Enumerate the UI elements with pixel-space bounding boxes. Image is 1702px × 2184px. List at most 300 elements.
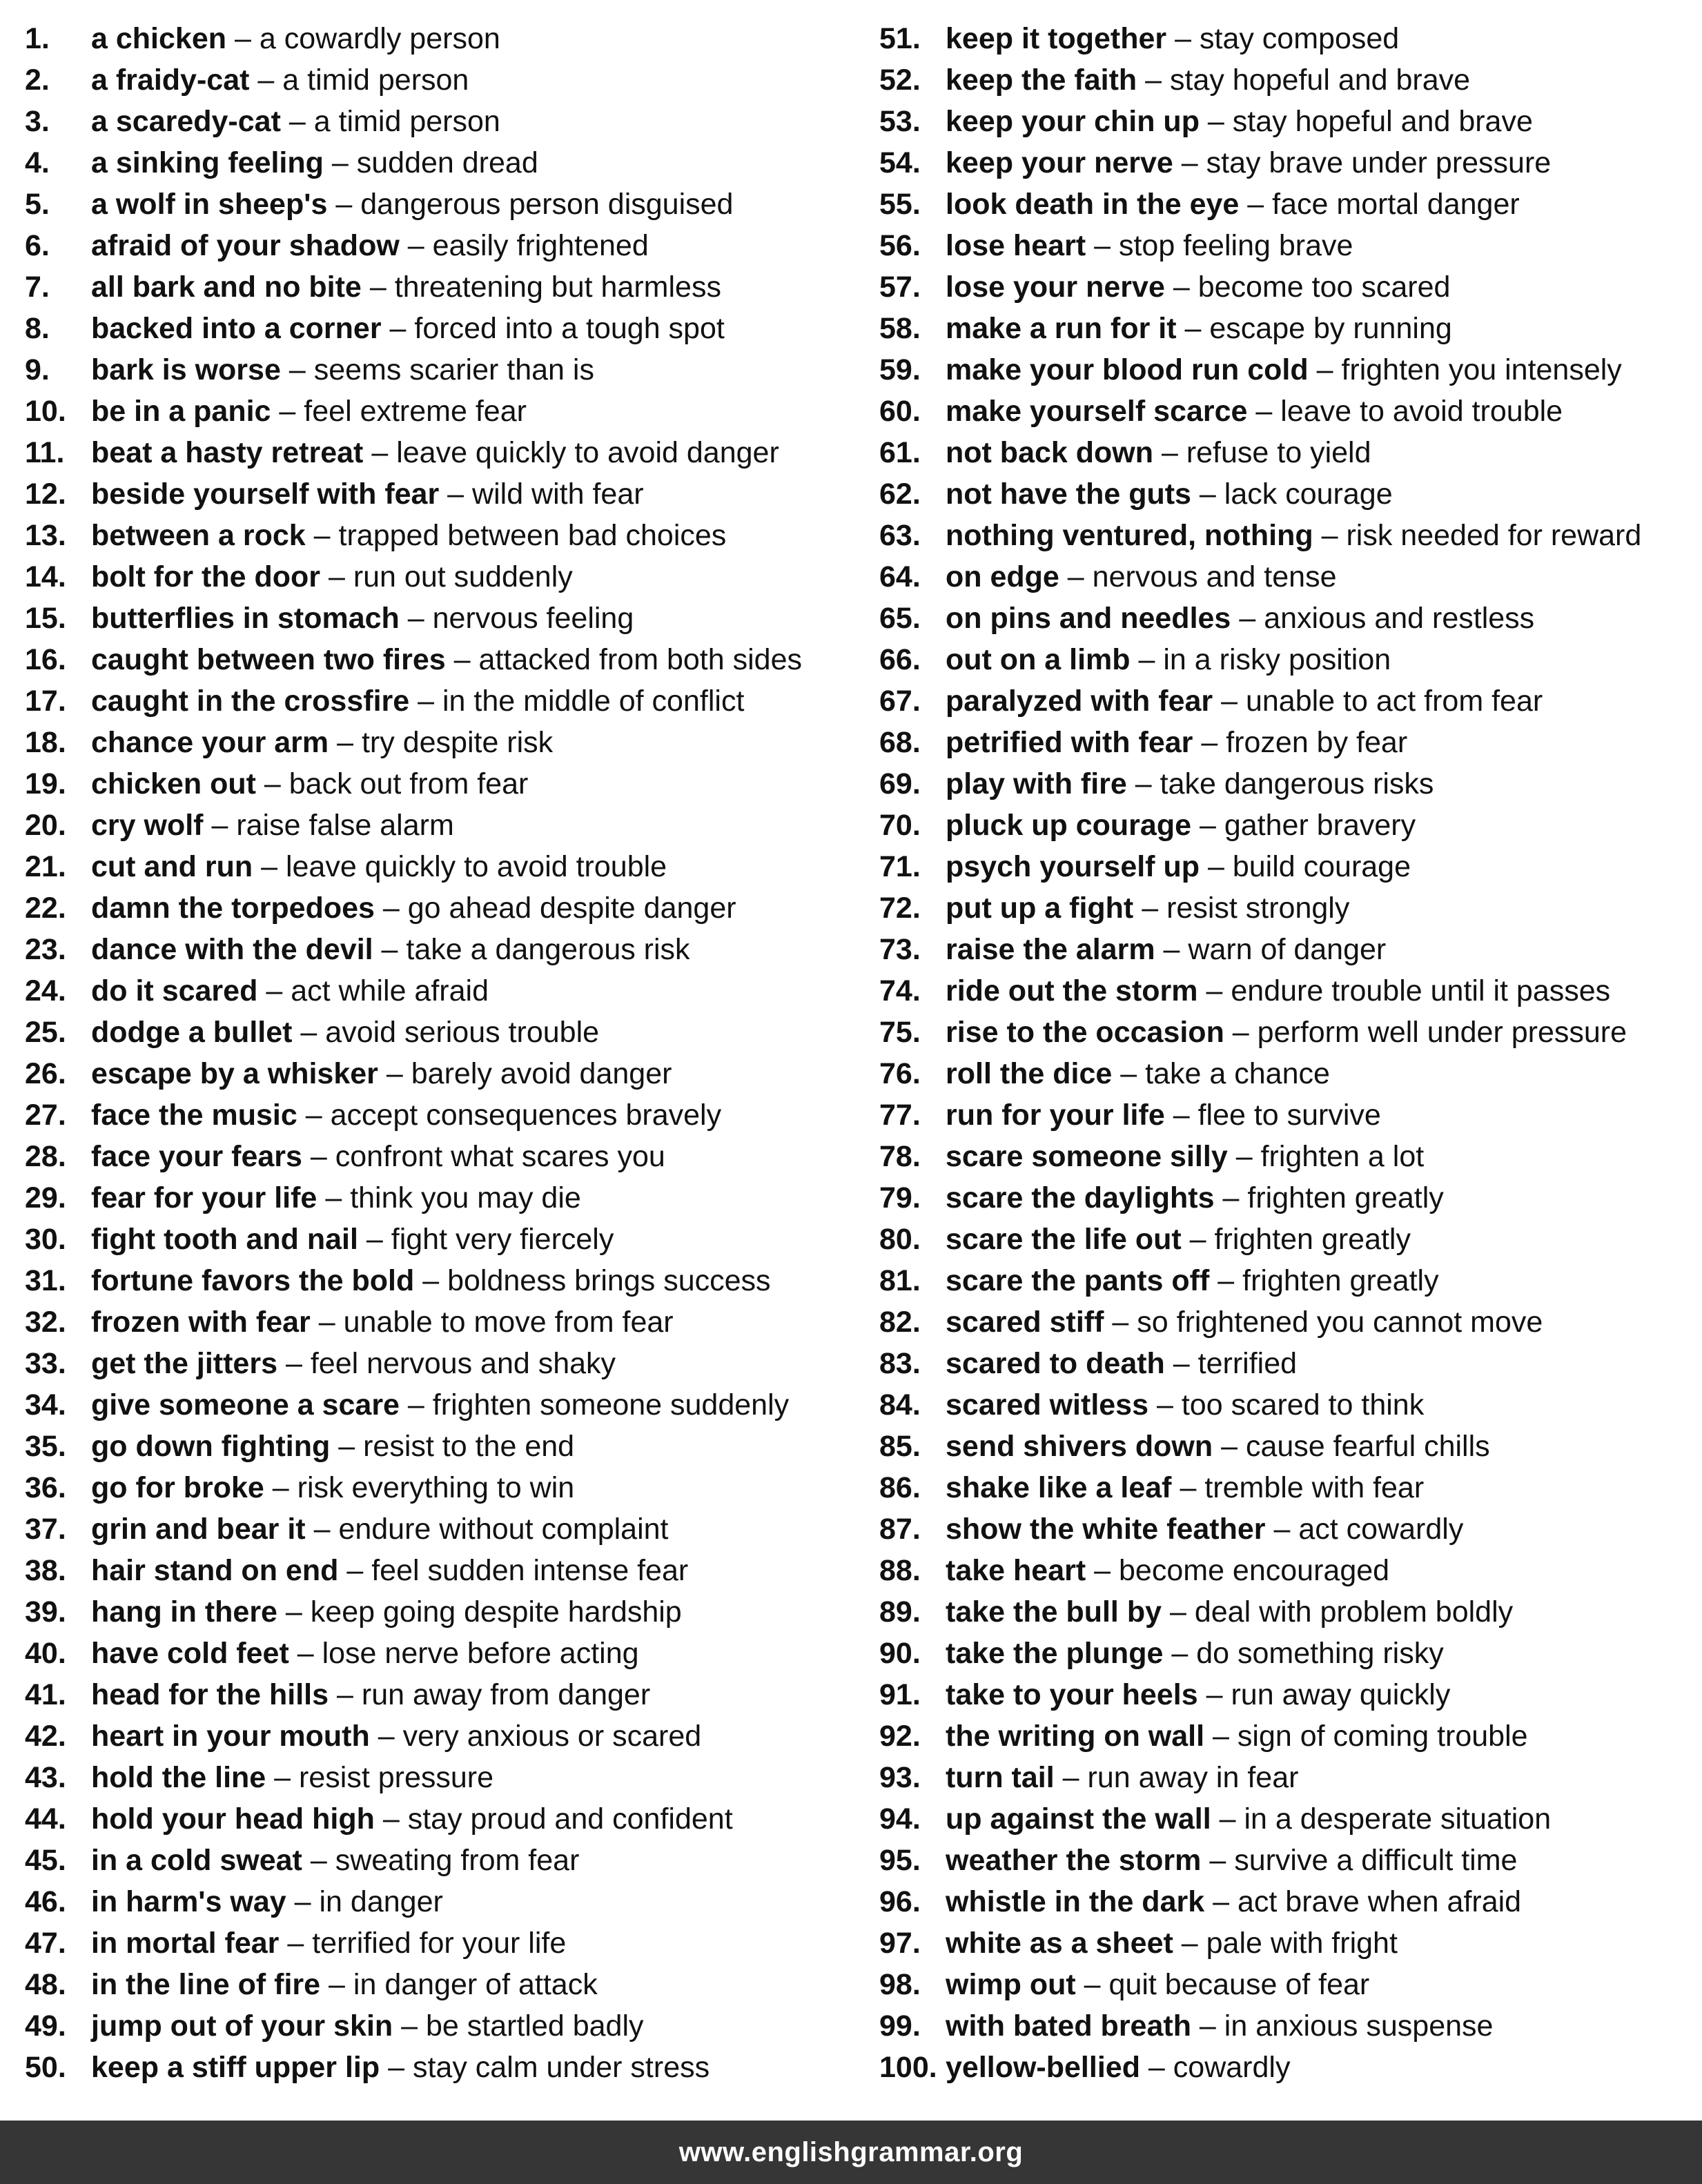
idiom-entry: [25, 59, 846, 101]
entry-separator: –: [337, 726, 354, 759]
entry-separator: –: [1189, 1223, 1206, 1256]
idiom-meaning: in danger of attack: [353, 1968, 598, 2001]
idiom-meaning: frighten greatly: [1242, 1264, 1439, 1297]
idiom-entry: [879, 1426, 1694, 1467]
idiom-phrase: shake like a leaf: [946, 1471, 1172, 1504]
idiom-phrase: keep your chin up: [946, 105, 1200, 138]
idiom-meaning: resist to the end: [363, 1430, 575, 1463]
idiom-entry: [25, 1053, 846, 1094]
idiom-meaning: boldness brings success: [447, 1264, 771, 1297]
entry-number: 62.: [879, 478, 921, 511]
entry-number: 13.: [25, 519, 66, 552]
idiom-entry: [879, 639, 1694, 680]
idiom-phrase: send shivers down: [946, 1430, 1213, 1463]
entry-number: 1.: [25, 22, 50, 55]
idiom-meaning: leave to avoid trouble: [1280, 395, 1563, 428]
idiom-phrase: make a run for it: [946, 312, 1177, 345]
idiom-meaning: fight very fiercely: [391, 1223, 614, 1256]
idiom-meaning: sign of coming trouble: [1237, 1720, 1528, 1753]
entry-number: 17.: [25, 685, 66, 718]
idiom-entry: [25, 1219, 846, 1260]
entry-separator: –: [1207, 105, 1224, 138]
entry-number: 65.: [879, 602, 921, 635]
idiom-entry: [25, 1674, 846, 1715]
idiom-phrase: in mortal fear: [91, 1927, 280, 1960]
idiom-entry: [879, 101, 1694, 142]
idiom-phrase: pluck up courage: [946, 809, 1192, 842]
idiom-meaning: resist pressure: [299, 1761, 494, 1794]
entry-number: 24.: [25, 974, 66, 1007]
entry-number: 16.: [25, 643, 66, 676]
idiom-entry: [879, 1591, 1694, 1633]
idiom-phrase: psych yourself up: [946, 850, 1200, 883]
entry-number: 41.: [25, 1678, 66, 1711]
idiom-entry: [879, 1922, 1694, 1964]
idiom-meaning: become too scared: [1197, 270, 1451, 304]
idiom-phrase: caught in the crossfire: [91, 685, 410, 718]
idiom-phrase: make yourself scarce: [946, 395, 1248, 428]
entry-separator: –: [1112, 1306, 1129, 1339]
idiom-entry: [879, 225, 1694, 266]
entry-separator: –: [1199, 809, 1216, 842]
idiom-phrase: fear for your life: [91, 1181, 317, 1214]
idiom-phrase: do it scared: [91, 974, 258, 1007]
entry-number: 73.: [879, 933, 921, 966]
idiom-phrase: hold the line: [91, 1761, 266, 1794]
idiom-meaning: risk needed for reward: [1346, 519, 1642, 552]
idiom-entry: [25, 1840, 846, 1881]
entry-separator: –: [338, 1430, 355, 1463]
entry-number: 81.: [879, 1264, 921, 1297]
idiom-entry: [879, 1177, 1694, 1219]
idiom-phrase: caught between two fires: [91, 643, 446, 676]
entry-number: 93.: [879, 1761, 921, 1794]
idiom-meaning: warn of danger: [1188, 933, 1387, 966]
idiom-entry: [25, 1301, 846, 1343]
idiom-phrase: weather the storm: [946, 1844, 1202, 1877]
idiom-entry: [25, 266, 846, 308]
idiom-phrase: bolt for the door: [91, 560, 320, 593]
idiom-entry: [879, 556, 1694, 598]
idiom-entry: [25, 1177, 846, 1219]
entry-number: 59.: [879, 353, 921, 386]
idiom-phrase: white as a sheet: [946, 1927, 1173, 1960]
entry-number: 76.: [879, 1057, 921, 1090]
entry-number: 78.: [879, 1140, 921, 1173]
entry-number: 20.: [25, 809, 66, 842]
entry-separator: –: [310, 1140, 327, 1173]
entry-number: 88.: [879, 1554, 921, 1587]
idiom-phrase: bark is worse: [91, 353, 281, 386]
entry-number: 57.: [879, 270, 921, 304]
idiom-phrase: scare someone silly: [946, 1140, 1228, 1173]
idiom-phrase: take the bull by: [946, 1595, 1162, 1629]
entry-separator: –: [1062, 1761, 1079, 1794]
entry-separator: –: [378, 1720, 395, 1753]
entry-number: 4.: [25, 146, 50, 179]
entry-number: 33.: [25, 1347, 66, 1380]
entry-number: 97.: [879, 1927, 921, 1960]
entry-separator: –: [274, 1761, 291, 1794]
idiom-list: [0, 18, 1702, 2088]
idiom-entry: [25, 556, 846, 598]
entry-separator: –: [1173, 270, 1190, 304]
entry-number: 67.: [879, 685, 921, 718]
entry-separator: –: [313, 519, 331, 552]
entry-number: 37.: [25, 1513, 66, 1546]
idiom-meaning: frighten a lot: [1260, 1140, 1425, 1173]
entry-separator: –: [285, 1595, 302, 1629]
entry-separator: –: [1094, 229, 1111, 262]
idiom-entry: [25, 391, 846, 432]
idiom-meaning: keep going despite hardship: [310, 1595, 682, 1629]
entry-number: 75.: [879, 1016, 921, 1049]
entry-number: 69.: [879, 767, 921, 800]
idiom-phrase: butterflies in stomach: [91, 602, 400, 635]
idiom-meaning: sudden dread: [356, 146, 538, 179]
idiom-meaning: take a dangerous risk: [406, 933, 690, 966]
entry-separator: –: [1273, 1513, 1291, 1546]
entry-number: 39.: [25, 1595, 66, 1629]
idiom-entry: [25, 1467, 846, 1508]
idiom-phrase: hang in there: [91, 1595, 277, 1629]
entry-separator: –: [1184, 312, 1202, 345]
entry-number: 50.: [25, 2051, 66, 2084]
entry-number: 55.: [879, 188, 921, 221]
idiom-entry: [879, 929, 1694, 970]
idiom-phrase: heart in your mouth: [91, 1720, 370, 1753]
idiom-meaning: be startled badly: [426, 2009, 644, 2043]
entry-number: 30.: [25, 1223, 66, 1256]
entry-separator: –: [1206, 974, 1223, 1007]
idiom-entry: [25, 598, 846, 639]
idiom-entry: [25, 349, 846, 391]
idiom-phrase: yellow-bellied: [946, 2051, 1140, 2084]
idiom-phrase: hold your head high: [91, 1802, 375, 1836]
idiom-meaning: easily frightened: [432, 229, 649, 262]
idiom-entry: [25, 225, 846, 266]
idiom-phrase: get the jitters: [91, 1347, 277, 1380]
entry-separator: –: [1213, 1885, 1230, 1918]
idiom-phrase: scared to death: [946, 1347, 1165, 1380]
entry-number: 38.: [25, 1554, 66, 1587]
idiom-entry: [879, 722, 1694, 763]
idiom-entry: [879, 1840, 1694, 1881]
idiom-meaning: anxious and restless: [1264, 602, 1535, 635]
idiom-meaning: resist strongly: [1166, 892, 1350, 925]
idiom-entry: [879, 184, 1694, 225]
entry-separator: –: [1199, 2009, 1216, 2043]
entry-number: 48.: [25, 1968, 66, 2001]
idiom-entry: [879, 1384, 1694, 1426]
entry-number: 92.: [879, 1720, 921, 1753]
entry-number: 26.: [25, 1057, 66, 1090]
entry-number: 34.: [25, 1388, 66, 1421]
idiom-phrase: petrified with fear: [946, 726, 1193, 759]
idiom-meaning: stay composed: [1200, 22, 1400, 55]
idiom-entry: [25, 1136, 846, 1177]
idiom-phrase: not have the guts: [946, 478, 1191, 511]
entry-number: 6.: [25, 229, 50, 262]
idiom-phrase: paralyzed with fear: [946, 685, 1213, 718]
entry-separator: –: [1199, 478, 1216, 511]
entry-separator: –: [1171, 1637, 1189, 1670]
entry-separator: –: [264, 767, 281, 800]
idiom-meaning: feel nervous and shaky: [310, 1347, 616, 1380]
idiom-meaning: flee to survive: [1197, 1099, 1381, 1132]
idiom-meaning: nervous and tense: [1092, 560, 1337, 593]
idiom-phrase: lose heart: [946, 229, 1086, 262]
entry-separator: –: [331, 146, 349, 179]
idiom-phrase: rise to the occasion: [946, 1016, 1224, 1049]
idiom-meaning: take dangerous risks: [1160, 767, 1434, 800]
idiom-meaning: quit because of fear: [1108, 1968, 1370, 2001]
idiom-phrase: all bark and no bite: [91, 270, 362, 304]
entry-number: 9.: [25, 353, 50, 386]
idiom-phrase: in harm's way: [91, 1885, 286, 1918]
idiom-meaning: endure without complaint: [338, 1513, 669, 1546]
idiom-meaning: stay hopeful and brave: [1170, 63, 1471, 97]
idiom-meaning: in a desperate situation: [1244, 1802, 1552, 1836]
idiom-phrase: jump out of your skin: [91, 2009, 393, 2043]
idiom-entry: [879, 1343, 1694, 1384]
idiom-phrase: whistle in the dark: [946, 1885, 1205, 1918]
idiom-meaning: terrified: [1197, 1347, 1298, 1380]
entry-separator: –: [1221, 1430, 1238, 1463]
idiom-phrase: in a cold sweat: [91, 1844, 302, 1877]
entry-separator: –: [1181, 146, 1198, 179]
idiom-phrase: scare the life out: [946, 1223, 1182, 1256]
idiom-entry: [25, 846, 846, 887]
entry-separator: –: [1161, 436, 1178, 469]
idiom-phrase: escape by a whisker: [91, 1057, 378, 1090]
idiom-entry: [879, 1964, 1694, 2005]
entry-separator: –: [386, 1057, 403, 1090]
idiom-entry: [879, 1136, 1694, 1177]
entry-number: 27.: [25, 1099, 66, 1132]
idiom-meaning: a timid person: [313, 105, 500, 138]
idiom-meaning: endure trouble until it passes: [1231, 974, 1611, 1007]
entry-separator: –: [447, 478, 464, 511]
idiom-entry: [25, 1964, 846, 2005]
entry-separator: –: [1235, 1140, 1253, 1173]
idiom-phrase: beside yourself with fear: [91, 478, 440, 511]
idiom-entry: [25, 1922, 846, 1964]
entry-separator: –: [266, 974, 283, 1007]
idiom-phrase: raise the alarm: [946, 933, 1155, 966]
idiom-meaning: refuse to yield: [1186, 436, 1371, 469]
idiom-entry: [879, 763, 1694, 805]
idiom-meaning: act cowardly: [1298, 1513, 1464, 1546]
idiom-phrase: chance your arm: [91, 726, 329, 759]
idiom-meaning: run out suddenly: [353, 560, 573, 593]
idiom-entry: [879, 1012, 1694, 1053]
idiom-meaning: very anxious or scared: [402, 1720, 702, 1753]
entry-number: 42.: [25, 1720, 66, 1753]
entry-number: 87.: [879, 1513, 921, 1546]
entry-separator: –: [371, 436, 389, 469]
idiom-entry: [879, 142, 1694, 184]
idiom-meaning: leave quickly to avoid danger: [396, 436, 779, 469]
idiom-phrase: take heart: [946, 1554, 1086, 1587]
idiom-entry: [879, 266, 1694, 308]
idiom-entry: [25, 1260, 846, 1301]
idiom-phrase: on pins and needles: [946, 602, 1231, 635]
entry-separator: –: [1222, 1181, 1240, 1214]
entry-separator: –: [297, 1637, 314, 1670]
idiom-phrase: take the plunge: [946, 1637, 1164, 1670]
idiom-entry: [879, 1467, 1694, 1508]
idiom-phrase: face your fears: [91, 1140, 302, 1173]
entry-number: 7.: [25, 270, 50, 304]
idiom-phrase: on edge: [946, 560, 1059, 593]
entry-number: 40.: [25, 1637, 66, 1670]
entry-number: 91.: [879, 1678, 921, 1711]
entry-number: 58.: [879, 312, 921, 345]
entry-separator: –: [318, 1306, 335, 1339]
idiom-phrase: with bated breath: [946, 2009, 1191, 2043]
idiom-phrase: chicken out: [91, 767, 256, 800]
idiom-meaning: trapped between bad choices: [338, 519, 727, 552]
idiom-meaning: lack courage: [1224, 478, 1393, 511]
entry-number: 98.: [879, 1968, 921, 2001]
entry-separator: –: [328, 560, 345, 593]
entry-number: 14.: [25, 560, 66, 593]
entry-number: 71.: [879, 850, 921, 883]
idiom-entry: [879, 473, 1694, 515]
entry-number: 83.: [879, 1347, 921, 1380]
idiom-entry: [879, 1508, 1694, 1550]
idiom-entry: [25, 1343, 846, 1384]
entry-separator: –: [388, 2051, 405, 2084]
idiom-phrase: turn tail: [946, 1761, 1055, 1794]
idiom-meaning: accept consequences bravely: [330, 1099, 722, 1132]
entry-number: 82.: [879, 1306, 921, 1339]
idiom-meaning: in anxious suspense: [1224, 2009, 1494, 2043]
idiom-phrase: a fraidy-cat: [91, 63, 250, 97]
idiom-phrase: wimp out: [946, 1968, 1076, 2001]
idiom-meaning: unable to move from fear: [343, 1306, 674, 1339]
entry-separator: –: [1213, 1720, 1229, 1753]
entry-number: 3.: [25, 105, 50, 138]
idiom-meaning: frozen by fear: [1226, 726, 1408, 759]
entry-separator: –: [234, 22, 251, 55]
idiom-entry: [25, 1508, 846, 1550]
idiom-entry: [25, 1633, 846, 1674]
idiom-meaning: confront what scares you: [335, 1140, 665, 1173]
idiom-phrase: roll the dice: [946, 1057, 1113, 1090]
entry-number: 35.: [25, 1430, 66, 1463]
idiom-meaning: deal with problem boldly: [1194, 1595, 1514, 1629]
entry-separator: –: [1169, 1595, 1186, 1629]
idiom-entry: [25, 1384, 846, 1426]
entry-separator: –: [261, 850, 277, 883]
idiom-meaning: try despite risk: [361, 726, 554, 759]
idiom-entry: [879, 1881, 1694, 1922]
idiom-entry: [879, 680, 1694, 722]
idiom-meaning: unable to act from fear: [1245, 685, 1543, 718]
entry-separator: –: [313, 1513, 331, 1546]
entry-number: 96.: [879, 1885, 921, 1918]
idiom-entry: [25, 1757, 846, 1798]
entry-number: 8.: [25, 312, 50, 345]
idiom-meaning: stay proud and confident: [407, 1802, 733, 1836]
idiom-meaning: go ahead despite danger: [407, 892, 736, 925]
idiom-entry: [879, 970, 1694, 1012]
entry-number: 23.: [25, 933, 66, 966]
idiom-phrase: a wolf in sheep's: [91, 188, 328, 221]
idiom-phrase: fight tooth and nail: [91, 1223, 358, 1256]
idiom-entry: [879, 846, 1694, 887]
idiom-meaning: in the middle of conflict: [442, 685, 745, 718]
entry-separator: –: [1209, 1844, 1226, 1877]
idiom-phrase: in the line of fire: [91, 1968, 321, 2001]
footer-url[interactable]: www.englishgrammar.org: [678, 2136, 1024, 2167]
idiom-entry: [879, 805, 1694, 846]
entry-number: 52.: [879, 63, 921, 97]
idiom-meaning: feel sudden intense fear: [371, 1554, 689, 1587]
entry-separator: –: [1135, 767, 1152, 800]
entry-separator: –: [1156, 1388, 1173, 1421]
entry-number: 11.: [25, 436, 65, 469]
idiom-meaning: survive a difficult time: [1234, 1844, 1518, 1877]
idiom-entry: [25, 1094, 846, 1136]
idiom-entry: [25, 639, 846, 680]
entry-number: 28.: [25, 1140, 66, 1173]
entry-number: 99.: [879, 2009, 921, 2043]
idiom-phrase: a sinking feeling: [91, 146, 324, 179]
entry-separator: –: [257, 63, 275, 97]
idiom-entry: [25, 722, 846, 763]
idiom-meaning: do something risky: [1196, 1637, 1444, 1670]
entry-number: 19.: [25, 767, 66, 800]
entry-number: 94.: [879, 1802, 921, 1836]
idiom-entry: [25, 929, 846, 970]
idiom-entry: [879, 1260, 1694, 1301]
entry-separator: –: [1219, 1802, 1236, 1836]
idiom-phrase: give someone a scare: [91, 1388, 400, 1421]
entry-separator: –: [329, 1968, 345, 2001]
entry-separator: –: [279, 395, 296, 428]
entry-separator: –: [337, 1678, 353, 1711]
idiom-phrase: make your blood run cold: [946, 353, 1309, 386]
entry-separator: –: [369, 270, 387, 304]
entry-number: 80.: [879, 1223, 921, 1256]
idiom-phrase: up against the wall: [946, 1802, 1211, 1836]
idiom-meaning: dangerous person disguised: [360, 188, 734, 221]
idiom-phrase: keep your nerve: [946, 146, 1173, 179]
entry-separator: –: [1084, 1968, 1101, 2001]
idiom-phrase: out on a limb: [946, 643, 1131, 676]
idiom-entry: [879, 1633, 1694, 1674]
idiom-meaning: stop feeling brave: [1118, 229, 1353, 262]
entry-number: 45.: [25, 1844, 66, 1877]
idiom-phrase: not back down: [946, 436, 1153, 469]
entry-separator: –: [335, 188, 353, 221]
idiom-meaning: stay hopeful and brave: [1232, 105, 1533, 138]
entry-number: 79.: [879, 1181, 921, 1214]
entry-separator: –: [1138, 643, 1155, 676]
entry-separator: –: [346, 1554, 364, 1587]
entry-separator: –: [1067, 560, 1084, 593]
entry-separator: –: [1145, 63, 1162, 97]
idiom-phrase: between a rock: [91, 519, 306, 552]
entry-number: 22.: [25, 892, 66, 925]
entry-number: 10.: [25, 395, 66, 428]
entry-separator: –: [288, 353, 306, 386]
entry-number: 18.: [25, 726, 66, 759]
idiom-phrase: fortune favors the bold: [91, 1264, 415, 1297]
